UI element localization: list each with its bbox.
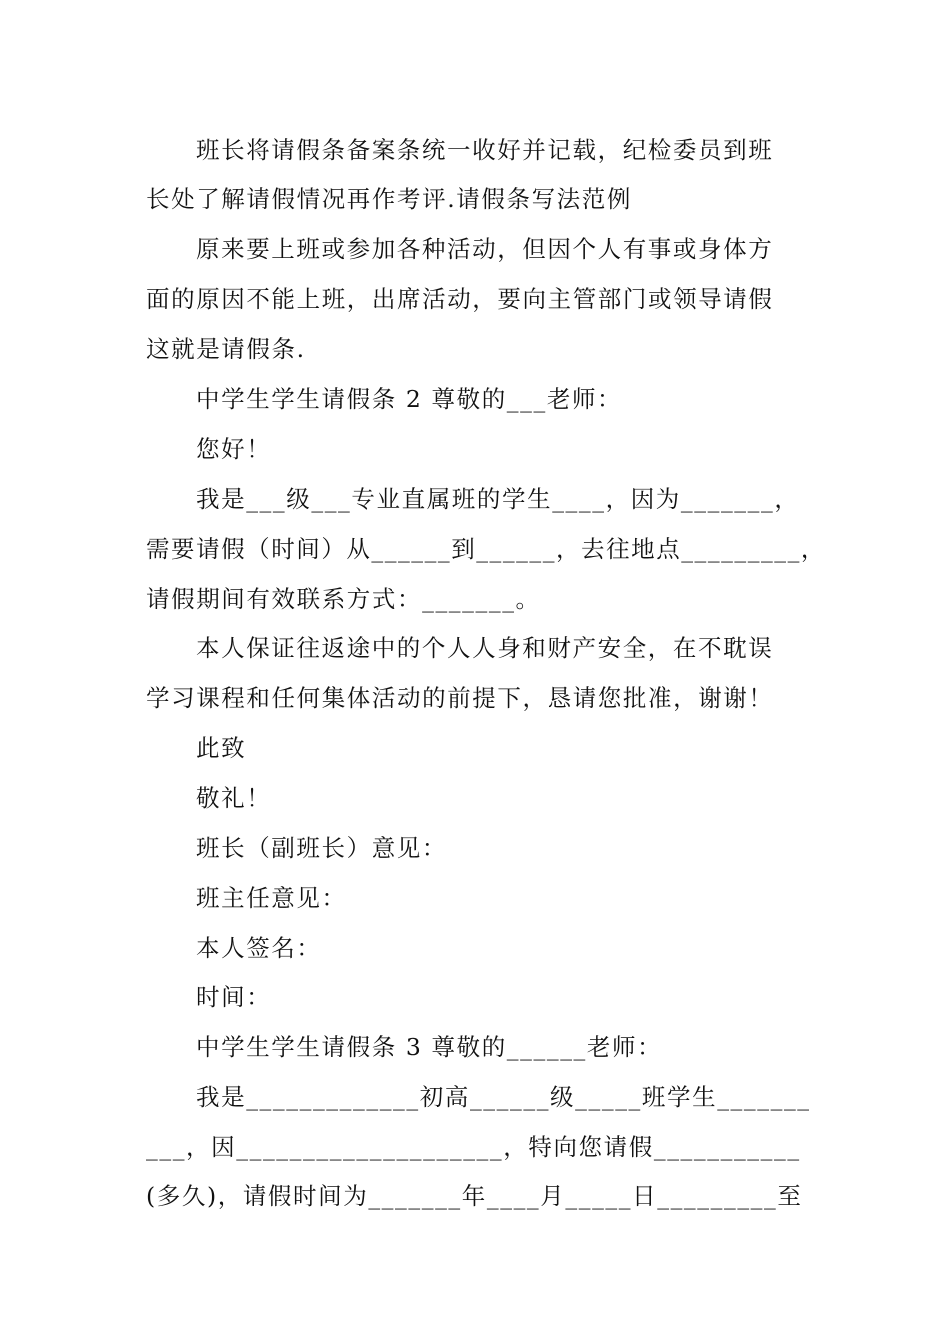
paragraph-line: 时间： xyxy=(196,983,272,1011)
paragraph-line: 此致 xyxy=(196,734,247,762)
paragraph-line: 中学生学生请假条 3 尊敬的______老师： xyxy=(196,1033,663,1061)
paragraph-line: 我是___级___专业直属班的学生____，因为_______， xyxy=(196,485,800,513)
paragraph-line: 长处了解请假情况再作考评.请假条写法范例 xyxy=(146,185,632,213)
paragraph-line: ___，因____________________，特向您请假___________ xyxy=(146,1133,801,1161)
paragraph-line: 您好！ xyxy=(196,435,272,463)
paragraph-line: 原来要上班或参加各种活动，但因个人有事或身体方 xyxy=(196,235,774,263)
paragraph-line: 中学生学生请假条 2 尊敬的___老师： xyxy=(196,385,623,413)
paragraph-line: 学习课程和任何集体活动的前提下，恳请您批准，谢谢！ xyxy=(146,684,774,712)
paragraph-line: 这就是请假条. xyxy=(146,335,306,363)
paragraph-line: 面的原因不能上班，出席活动，要向主管部门或领导请假 xyxy=(146,285,774,313)
paragraph-line: 班长将请假条备案条统一收好并记载，纪检委员到班 xyxy=(196,136,774,164)
paragraph-line: (多久)，请假时间为_______年____月_____日_________至 xyxy=(146,1182,803,1210)
paragraph-line: 本人签名： xyxy=(196,934,322,962)
paragraph-line: 本人保证往返途中的个人人身和财产安全，在不耽误 xyxy=(196,634,774,662)
paragraph-line: 班主任意见： xyxy=(196,884,347,912)
paragraph-line: 需要请假（时间）从______到______，去往地点_________， xyxy=(146,535,826,563)
paragraph-line: 敬礼！ xyxy=(196,784,272,812)
paragraph-line: 班长（副班长）意见： xyxy=(196,834,447,862)
paragraph-line: 请假期间有效联系方式：_______。 xyxy=(146,585,541,613)
paragraph-line: 我是_____________初高______级_____班学生_______ xyxy=(196,1083,811,1111)
